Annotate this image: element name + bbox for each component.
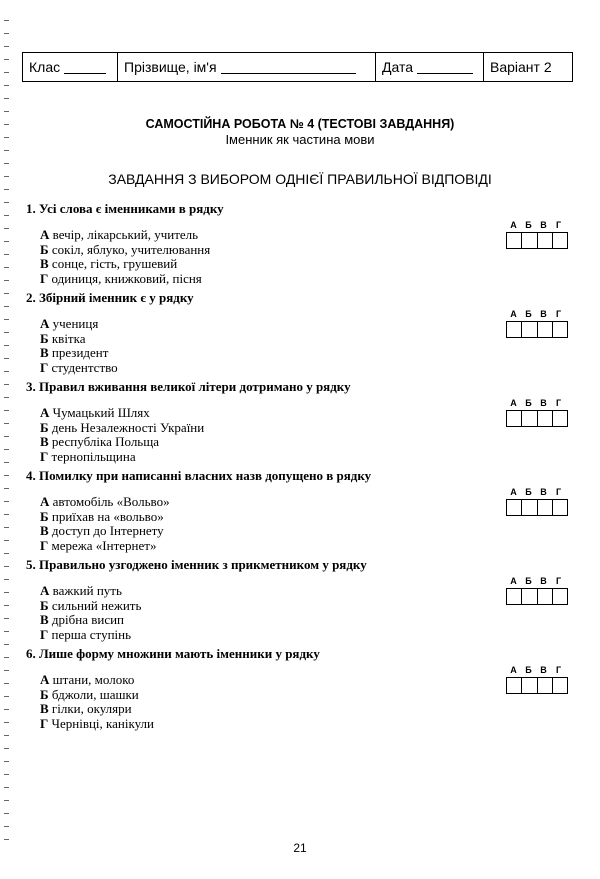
answer-option [40, 332, 586, 347]
margin-mark [4, 72, 9, 73]
margin-mark [4, 735, 9, 736]
margin-mark [4, 371, 9, 372]
answer-grid-letter: Б [525, 309, 532, 319]
answer-box[interactable] [538, 233, 553, 248]
answer-box[interactable] [553, 411, 567, 426]
answer-box[interactable] [522, 411, 537, 426]
margin-mark [4, 631, 9, 632]
option-letter: А [40, 672, 50, 687]
margin-mark [4, 787, 9, 788]
margin-mark [4, 202, 9, 203]
margin-mark [4, 579, 9, 580]
page-number: 21 [293, 841, 307, 855]
margin-mark [4, 605, 9, 606]
answer-options [40, 317, 586, 375]
option-letter: Г [40, 270, 49, 286]
margin-mark [4, 280, 9, 281]
option-text: дрібна висип [51, 612, 125, 627]
name-blank[interactable] [221, 61, 356, 74]
option-text: день Незалежності України [51, 419, 205, 435]
answer-box[interactable] [538, 322, 553, 337]
answer-options [40, 673, 586, 731]
answer-option [40, 510, 586, 525]
answer-box[interactable] [553, 678, 567, 693]
answer-grid-letters [506, 309, 586, 319]
option-letter: А [40, 405, 50, 420]
option-text: тернопільщина [51, 448, 136, 464]
option-text: квітка [51, 330, 86, 346]
answer-option [40, 435, 586, 450]
answer-option [40, 628, 586, 643]
margin-mark [4, 410, 9, 411]
margin-mark [4, 98, 9, 99]
answer-boxes [506, 677, 568, 694]
margin-mark [4, 46, 9, 47]
answer-grid-letters [506, 576, 586, 586]
margin-mark [4, 462, 9, 463]
margin-mark [4, 488, 9, 489]
option-letter: Г [40, 626, 49, 642]
answer-grid-letter: В [540, 487, 547, 497]
answer-grid-letter: А [510, 576, 517, 586]
answer-boxes [506, 232, 568, 249]
margin-mark [4, 358, 9, 359]
option-text: Чумацький Шлях [52, 405, 150, 420]
margin-mark [4, 33, 9, 34]
margin-mark [4, 696, 9, 697]
answer-grid-letter: Б [525, 665, 532, 675]
answer-grid-letters [506, 487, 586, 497]
date-blank[interactable] [417, 61, 473, 74]
answer-grid-letter: Г [555, 220, 562, 230]
option-text: штани, молоко [52, 672, 135, 687]
option-text: приїхав на «вольво» [51, 508, 164, 524]
answer-grid [506, 309, 586, 338]
margin-mark [4, 553, 9, 554]
question [26, 467, 586, 553]
option-text: студентство [51, 359, 118, 375]
date-label: Дата [382, 59, 414, 75]
margin-mark [4, 722, 9, 723]
margin-mark [4, 59, 9, 60]
answer-boxes [506, 499, 568, 516]
answer-grid-letter: Г [555, 487, 562, 497]
class-field[interactable] [23, 53, 118, 81]
answer-grid-letter: Г [555, 576, 562, 586]
variant-label: Варіант 2 [490, 59, 552, 75]
option-letter: В [40, 345, 49, 360]
answer-box[interactable] [553, 322, 567, 337]
answer-box[interactable] [522, 589, 537, 604]
margin-mark [4, 449, 9, 450]
answer-box[interactable] [553, 233, 567, 248]
answer-grid-letters [506, 398, 586, 408]
answer-box[interactable] [553, 500, 567, 515]
margin-mark [4, 267, 9, 268]
answer-option [40, 317, 586, 332]
answer-grid-letter: В [540, 398, 547, 408]
margin-mark [4, 826, 9, 827]
answer-option [40, 272, 586, 287]
question-text: 6. Лише форму множини мають іменники у рядку [26, 646, 320, 661]
margin-mark [4, 514, 9, 515]
option-letter: Г [40, 359, 49, 375]
question [26, 556, 586, 642]
answer-grid-letter: Г [555, 665, 562, 675]
answer-grid-letter: А [510, 665, 517, 675]
option-letter: А [40, 494, 50, 509]
student-info-header [22, 52, 573, 82]
answer-grid-letter: А [510, 220, 517, 230]
answer-options [40, 406, 586, 464]
margin-mark [4, 254, 9, 255]
answer-box[interactable] [507, 233, 522, 248]
answer-grid [506, 487, 586, 516]
option-letter: Б [40, 330, 49, 346]
answer-box[interactable] [507, 500, 522, 515]
answer-boxes [506, 588, 568, 605]
answer-options [40, 584, 586, 642]
answer-grid-letter: Б [525, 398, 532, 408]
answer-grid-letter: Б [525, 220, 532, 230]
option-letter: В [40, 434, 49, 449]
answer-option [40, 228, 586, 243]
margin-mark [4, 319, 9, 320]
option-letter: В [40, 256, 49, 271]
option-text: бджоли, шашки [51, 686, 139, 702]
worksheet-title: САМОСТІЙНА РОБОТА № 4 (ТЕСТОВІ ЗАВДАННЯ) [145, 117, 455, 131]
option-text: перша ступінь [51, 626, 132, 642]
margin-mark [4, 85, 9, 86]
worksheet-subtitle: Іменник як частина мови [225, 132, 375, 147]
answer-grid-letter: В [540, 220, 547, 230]
answer-option [40, 688, 586, 703]
answer-boxes [506, 410, 568, 427]
margin-mark [4, 709, 9, 710]
option-letter: Б [40, 597, 49, 613]
option-text: сильний нежить [51, 597, 142, 613]
question [26, 289, 586, 375]
option-text: сонце, гість, грушевий [51, 256, 178, 271]
answer-grid-letter: В [540, 309, 547, 319]
answer-box[interactable] [522, 322, 537, 337]
margin-mark [4, 293, 9, 294]
margin-mark [4, 228, 9, 229]
margin-mark [4, 839, 9, 840]
answer-box[interactable] [507, 322, 522, 337]
margin-mark [4, 150, 9, 151]
answer-option [40, 702, 586, 717]
answer-box[interactable] [538, 500, 553, 515]
option-text: мережа «Інтернет» [51, 537, 157, 553]
option-letter: В [40, 701, 49, 716]
answer-grid-letters [506, 220, 586, 230]
section-heading: ЗАВДАННЯ З ВИБОРОМ ОДНІЄЇ ПРАВИЛЬНОЇ ВІДПОВІДІ [108, 171, 492, 187]
margin-mark [4, 527, 9, 528]
answer-box[interactable] [507, 589, 522, 604]
margin-mark [4, 540, 9, 541]
margin-mark [4, 566, 9, 567]
question-text: 2. Збірний іменник є у рядку [26, 290, 194, 305]
class-label: Клас [29, 59, 61, 75]
margin-mark [4, 163, 9, 164]
margin-mark [4, 189, 9, 190]
question [26, 645, 586, 731]
margin-mark [4, 670, 9, 671]
option-letter: А [40, 583, 50, 598]
option-text: республіка Польща [51, 434, 160, 449]
answer-option [40, 717, 586, 732]
answer-box[interactable] [522, 500, 537, 515]
answer-option [40, 361, 586, 376]
question-text: 4. Помилку при написанні власних назв допущено в рядку [26, 468, 372, 483]
option-text: вечір, лікарський, учитель [52, 227, 199, 242]
answer-grid [506, 220, 586, 249]
name-field[interactable] [118, 53, 376, 81]
margin-mark [4, 384, 9, 385]
answer-grid [506, 576, 586, 605]
answer-grid-letter: Г [555, 398, 562, 408]
margin-mark [4, 501, 9, 502]
date-field[interactable] [376, 53, 484, 81]
option-letter: Б [40, 419, 49, 435]
class-blank[interactable] [64, 61, 106, 74]
name-label: Прізвище, ім'я [124, 59, 217, 75]
answer-option [40, 673, 586, 688]
margin-mark [4, 423, 9, 424]
option-text: одиниця, книжковий, пісня [51, 270, 202, 286]
margin-mark [4, 748, 9, 749]
margin-mark [4, 436, 9, 437]
answer-grid-letter: В [540, 576, 547, 586]
answer-box[interactable] [553, 589, 567, 604]
margin-mark [4, 800, 9, 801]
answer-grid-letter: Б [525, 576, 532, 586]
answer-option [40, 406, 586, 421]
answer-box[interactable] [538, 589, 553, 604]
question-text: 3. Правил вживання великої літери дотримано у рядку [26, 379, 351, 394]
margin-mark [4, 111, 9, 112]
margin-mark [4, 592, 9, 593]
option-letter: Б [40, 241, 49, 257]
option-letter: Б [40, 686, 49, 702]
question-text: 5. Правильно узгоджено іменник з прикметником у рядку [26, 557, 367, 572]
option-letter: Г [40, 537, 49, 553]
answer-option [40, 450, 586, 465]
option-letter: А [40, 227, 50, 242]
answer-option [40, 495, 586, 510]
margin-mark [4, 215, 9, 216]
option-letter: В [40, 523, 49, 538]
option-text: доступ до Інтернету [51, 523, 164, 538]
option-text: важкий путь [52, 583, 122, 598]
answer-grid-letters [506, 665, 586, 675]
option-text: сокіл, яблуко, учителювання [51, 241, 211, 257]
answer-grid [506, 398, 586, 427]
answer-grid-letter: А [510, 487, 517, 497]
option-letter: Б [40, 508, 49, 524]
answer-grid-letter: А [510, 309, 517, 319]
answer-grid-letter: В [540, 665, 547, 675]
answer-box[interactable] [538, 411, 553, 426]
answer-grid [506, 665, 586, 694]
variant-cell [484, 53, 572, 81]
option-letter: В [40, 612, 49, 627]
question [26, 378, 586, 464]
answer-grid-letter: Б [525, 487, 532, 497]
answer-box[interactable] [538, 678, 553, 693]
margin-mark [4, 475, 9, 476]
margin-mark [4, 774, 9, 775]
option-letter: А [40, 316, 50, 331]
margin-mark [4, 345, 9, 346]
option-text: Чернівці, канікули [51, 715, 154, 731]
margin-mark [4, 813, 9, 814]
answer-option [40, 584, 586, 599]
margin-mark [4, 397, 9, 398]
option-text: гілки, окуляри [51, 701, 132, 716]
margin-mark [4, 618, 9, 619]
margin-mark [4, 683, 9, 684]
answer-option [40, 346, 586, 361]
answer-option [40, 257, 586, 272]
answer-grid-letter: А [510, 398, 517, 408]
answer-box[interactable] [522, 678, 537, 693]
answer-options [40, 228, 586, 286]
option-letter: Г [40, 448, 49, 464]
answer-box[interactable] [522, 233, 537, 248]
answer-box[interactable] [507, 678, 522, 693]
option-letter: Г [40, 715, 49, 731]
margin-mark [4, 306, 9, 307]
answer-option [40, 539, 586, 554]
answer-boxes [506, 321, 568, 338]
margin-mark [4, 761, 9, 762]
margin-mark [4, 20, 9, 21]
answer-option [40, 524, 586, 539]
answer-grid-letter: Г [555, 309, 562, 319]
answer-option [40, 599, 586, 614]
question [26, 200, 586, 286]
answer-option [40, 613, 586, 628]
answer-options [40, 495, 586, 553]
question-text: 1. Усі слова є іменниками в рядку [26, 201, 224, 216]
option-text: президент [51, 345, 109, 360]
margin-mark [4, 644, 9, 645]
answer-option [40, 243, 586, 258]
option-text: автомобіль «Вольво» [52, 494, 170, 509]
answer-option [40, 421, 586, 436]
margin-mark [4, 241, 9, 242]
option-text: учениця [52, 316, 99, 331]
answer-box[interactable] [507, 411, 522, 426]
margin-mark [4, 657, 9, 658]
margin-mark [4, 332, 9, 333]
